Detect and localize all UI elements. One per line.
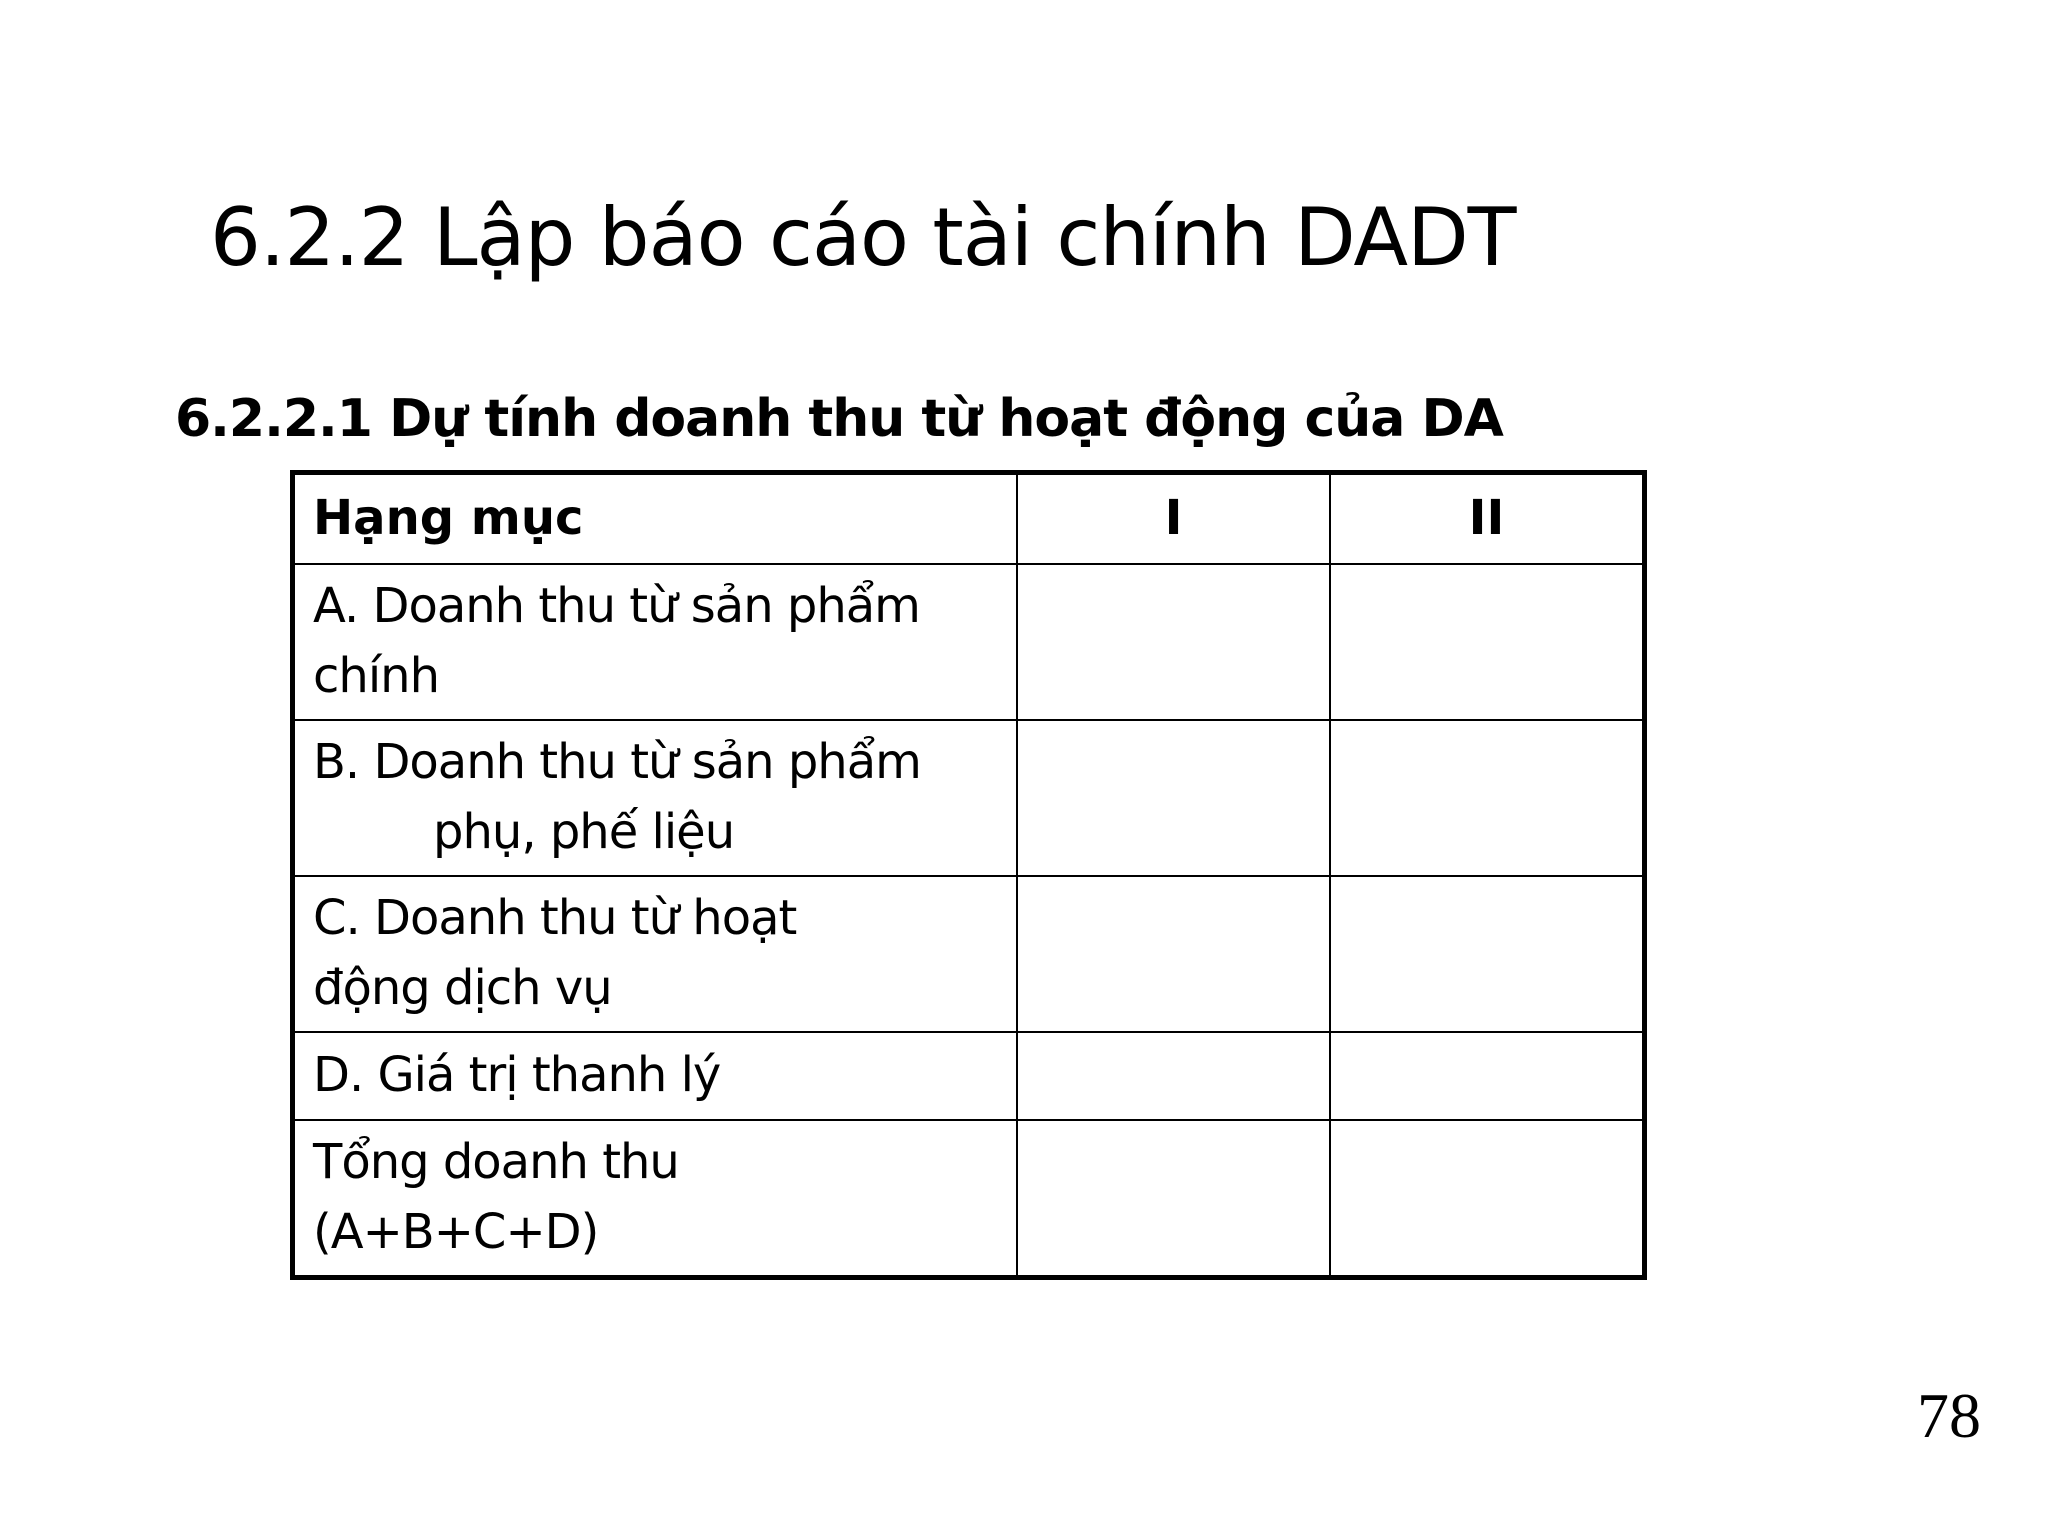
value-cell-year-1 <box>1017 720 1330 876</box>
item-cell <box>293 876 1018 1032</box>
table-row <box>293 876 1645 1032</box>
value-cell-year-1 <box>1017 1120 1330 1278</box>
value-cell-year-2 <box>1330 1120 1645 1278</box>
item-label: D. Giá trị thanh lý <box>313 1047 721 1104</box>
item-label: Tổng doanh thu <box>313 1134 679 1191</box>
value-cell-year-1 <box>1017 876 1330 1032</box>
slide-title: 6.2.2 Lập báo cáo tài chính DADT <box>210 190 1516 284</box>
item-label-continued: (A+B+C+D) <box>313 1204 599 1260</box>
item-label-continued: động dịch vụ <box>313 960 612 1016</box>
item-label: A. Doanh thu từ sản phẩm <box>313 578 920 635</box>
header-item: Hạng mục <box>293 473 1018 565</box>
page-number: 78 <box>1917 1380 1981 1451</box>
section-heading: 6.2.2.1 Dự tính doanh thu từ hoạt động của DA <box>175 389 1503 450</box>
table-row <box>293 564 1645 720</box>
item-cell <box>293 564 1018 720</box>
table-header-row <box>293 473 1645 565</box>
header-year-1: I <box>1017 473 1330 565</box>
item-cell <box>293 720 1018 876</box>
value-cell-year-2 <box>1330 720 1645 876</box>
value-cell-year-2 <box>1330 564 1645 720</box>
value-cell-year-1 <box>1017 1032 1330 1120</box>
table-row <box>293 1032 1645 1120</box>
item-cell <box>293 1120 1018 1278</box>
table-row <box>293 720 1645 876</box>
item-label-continued: chính <box>313 648 439 704</box>
header-year-2: II <box>1330 473 1645 565</box>
value-cell-year-2 <box>1330 876 1645 1032</box>
item-label-continued: phụ, phế liệu <box>433 804 735 860</box>
value-cell-year-2 <box>1330 1032 1645 1120</box>
value-cell-year-1 <box>1017 564 1330 720</box>
table-row-total <box>293 1120 1645 1278</box>
item-label: B. Doanh thu từ sản phẩm <box>313 734 921 791</box>
item-label: C. Doanh thu từ hoạt <box>313 890 797 947</box>
item-cell <box>293 1032 1018 1120</box>
revenue-table <box>290 470 1647 1280</box>
